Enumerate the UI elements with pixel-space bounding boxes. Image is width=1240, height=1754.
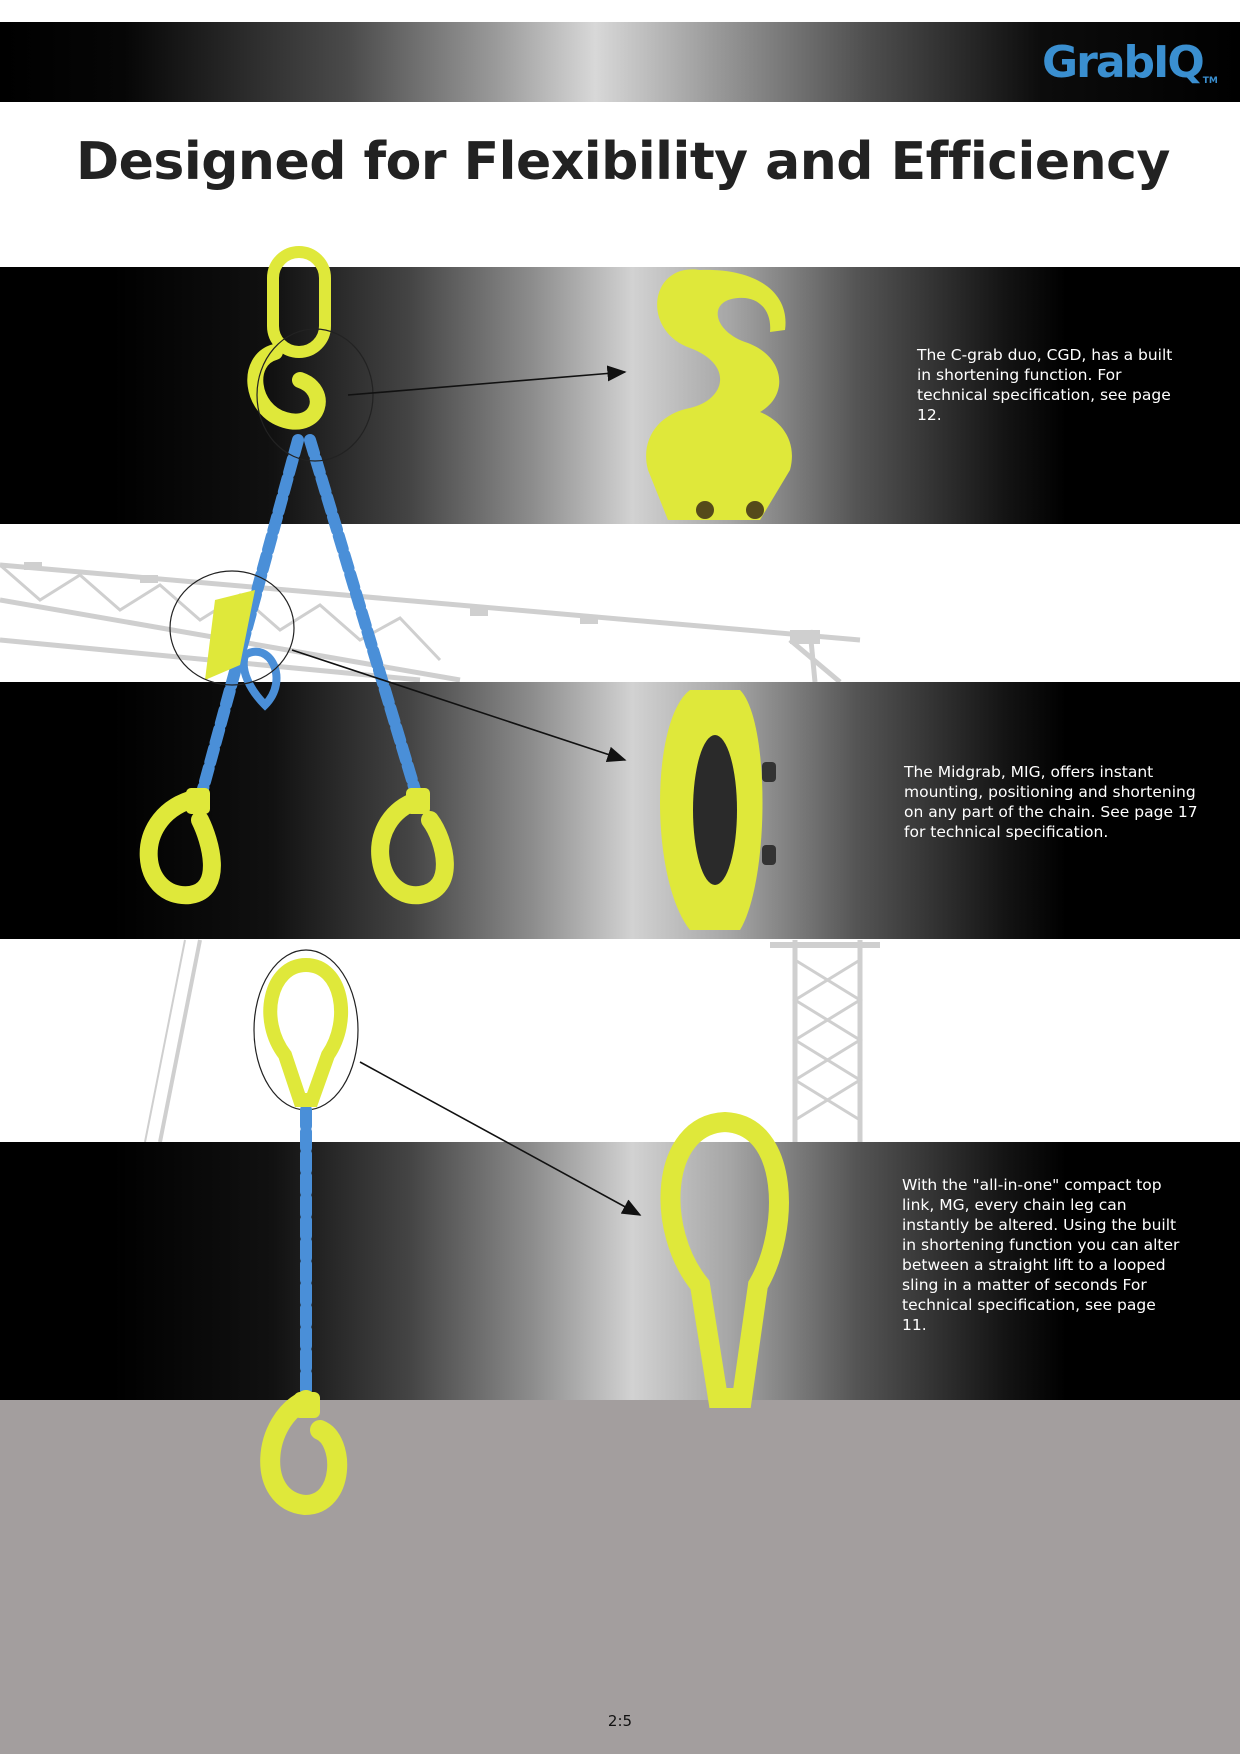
callout-arrow-cgd [348, 372, 625, 395]
single-leg-chain-icon [270, 965, 341, 1505]
logo-trademark: TM [1202, 76, 1218, 86]
c-grab-duo-hook-icon [646, 269, 792, 520]
mg-description: With the "all-in-one" compact top link, MG, every chain leg can instantly be altered. Using the built in shortening function you can alter between a straight lift to a looped sling in a matter of seconds For technical specification, see page 11. [902, 1176, 1180, 1334]
callout-arrow-mg [360, 1062, 640, 1215]
midgrab-clamp-icon [660, 690, 776, 930]
page-title: Designed for Flexibility and Efficiency [76, 132, 1170, 192]
logo-text: GrabIQ [1042, 37, 1203, 88]
cgd-description: The C-grab duo, CGD, has a built in shortening function. For technical specification, see page 12. [917, 346, 1173, 424]
page-number: 2:5 [607, 1712, 633, 1730]
callout-arrow-mig [292, 650, 625, 760]
two-leg-chain-sling-icon [149, 252, 445, 895]
top-link-icon [670, 1122, 778, 1398]
mig-description: The Midgrab, MIG, offers instant mounting, positioning and shortening on any part of the chain. See page 17 for technical specification. [904, 763, 1198, 841]
